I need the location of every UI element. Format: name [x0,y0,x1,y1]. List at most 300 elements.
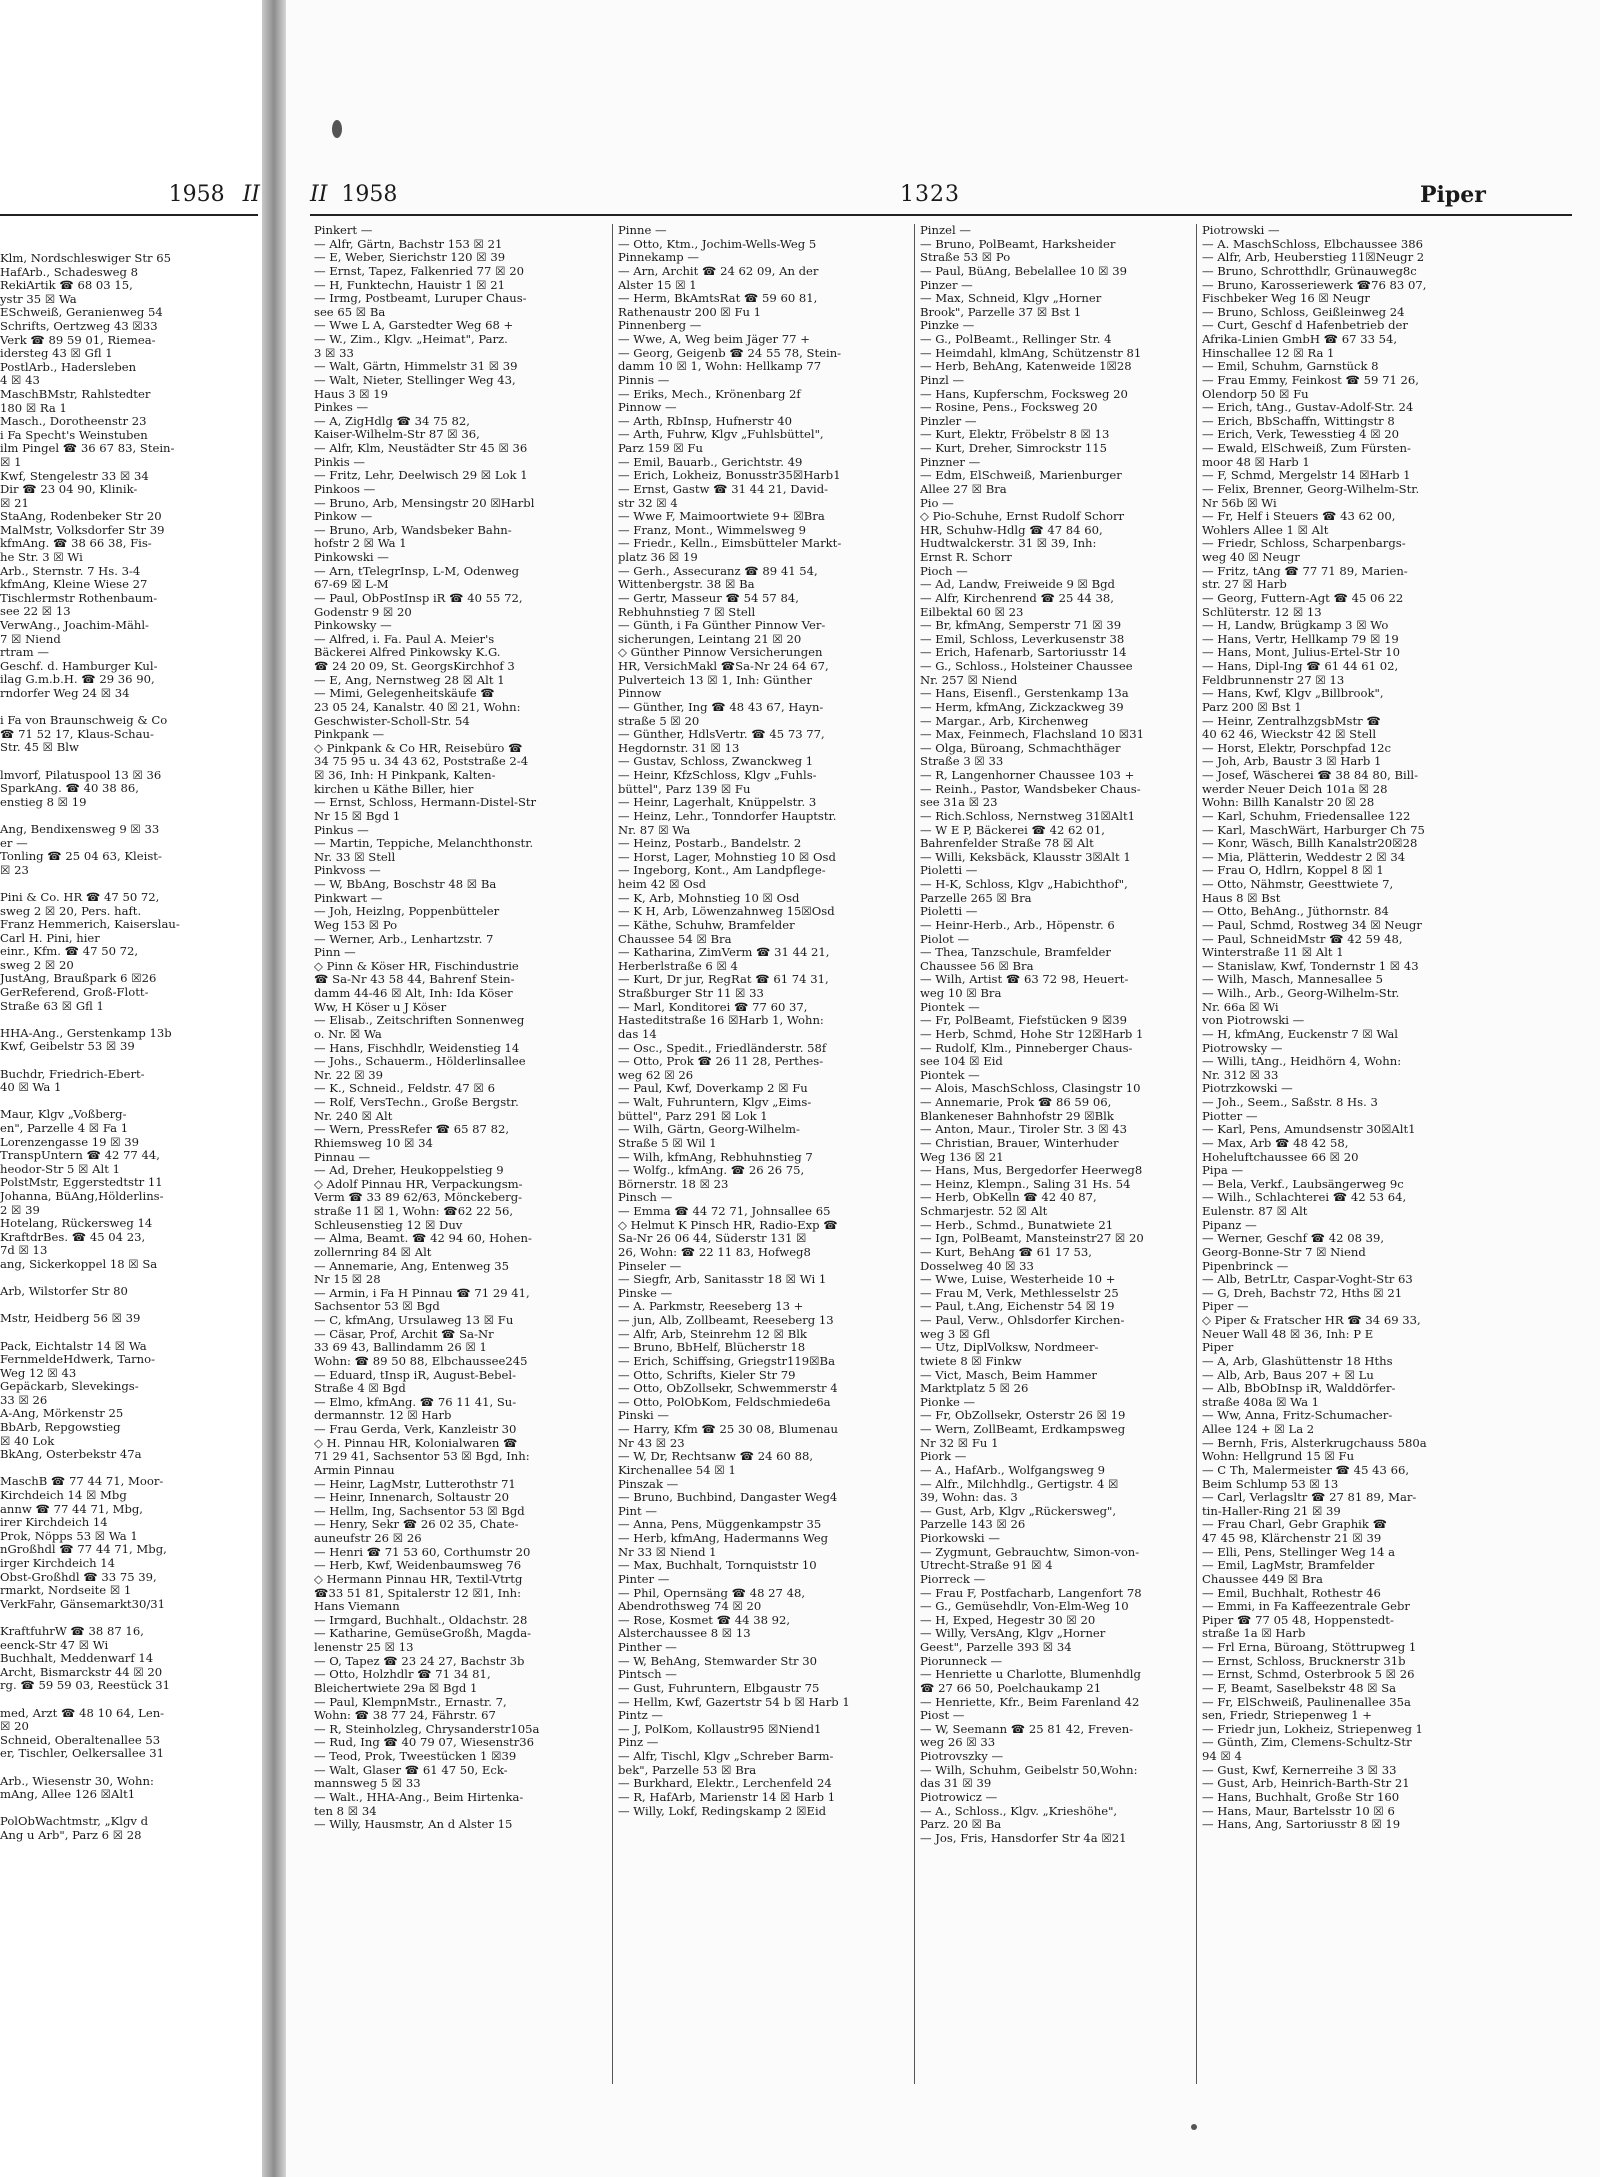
directory-entry: HafArb., Schadesweg 8 [0,264,139,279]
directory-entry: o. Nr. ☒ Wa [314,1027,382,1041]
directory-entry: — K, Arb, Mohnstieg 10 ☒ Osd [618,891,800,905]
directory-entry: Blankeneser Bahnhofstr 29 ☒Blk [920,1109,1114,1123]
directory-entry: 7 ☒ Niend [0,631,61,646]
directory-entry: 39, Wohn: das. 3 [920,1491,1018,1505]
directory-entry: Verm ☎ 33 89 62/63, Mönckeberg- [314,1191,523,1205]
directory-entry: Straße 4 ☒ Bgd [314,1382,406,1396]
directory-entry: — Walt, Glaser ☎ 61 47 50, Eck- [314,1763,508,1777]
directory-entry: — Siegfr, Arb, Sanitasstr 18 ☒ Wi 1 [618,1273,827,1287]
directory-entry: — Ad, Dreher, Heukoppelstieg 9 [314,1164,504,1178]
directory-entry: — Paul, t.Ang, Eichenstr 54 ☒ 19 [920,1300,1115,1314]
directory-entry: 23 05 24, Kanalstr. 40 ☒ 21, Wohn: [314,700,521,714]
directory-entry: — Rosine, Pens., Focksweg 20 [920,401,1098,415]
directory-entry: — Bruno, PolBeamt, Harksheider [920,237,1116,251]
directory-entry: — Käthe, Schuhw, Bramfelder [618,918,795,932]
directory-entry: Rhiemsweg 10 ☒ 34 [314,1136,433,1150]
directory-entry: Beim Schlump 53 ☒ 13 [1202,1477,1339,1491]
right-header-year-line [310,182,397,207]
directory-entry: — Herb, BehAng, Katenweide 1☒28 [920,360,1132,374]
directory-entry: annw ☎ 77 44 71, Mbg, [0,1501,143,1516]
directory-entry: Parz 200 ☒ Bst 1 [1202,700,1302,714]
directory-entry: — Alb, BbObInsp iR, Walddörfer- [1202,1382,1396,1396]
directory-entry: — Alfr, Gärtn, Bachstr 153 ☒ 21 [314,237,503,251]
directory-entry: — Alb, Arb, Baus 207 + ☒ Lu [1202,1368,1374,1382]
directory-entry: — Heinz, Lehr., Tonndorfer Hauptstr. [618,809,837,823]
directory-entry: Pinkpank — [314,728,385,742]
directory-entry: — Ernst, Schloss, Brucknerstr 31b [1202,1654,1406,1668]
directory-entry: — Osc., Spedit., Friedländerstr. 58f [618,1041,827,1055]
directory-entry: büttel", Parz 291 ☒ Lok 1 [618,1109,768,1123]
directory-entry: — Elli, Pens, Stellinger Weg 14 a [1202,1545,1396,1559]
directory-entry: Pipanz — [1202,1218,1257,1232]
directory-entry: — Fritz, Lehr, Deelwisch 29 ☒ Lok 1 [314,469,528,483]
directory-entry: Eulenstr. 87 ☒ Alt [1202,1205,1308,1218]
directory-entry: — Paul, KlempnMstr., Ernastr. 7, [314,1695,507,1709]
directory-entry: — Alma, Beamt. ☎ 42 94 60, Hohen- [314,1232,532,1246]
directory-entry: Wohlers Allee 1 ☒ Alt [1202,523,1329,537]
directory-entry: Nr. 312 ☒ 33 [1202,1068,1279,1082]
directory-entry: 47 45 98, Klärchenstr 21 ☒ 39 [1202,1532,1382,1545]
directory-entry: Nr 15 ☒ 28 [314,1273,381,1287]
directory-entry: Pinkes — [314,401,369,415]
directory-entry: tin-Haller-Ring 21 ☒ 39 [1202,1504,1341,1518]
directory-entry: weg 40 ☒ Neugr [1202,551,1300,564]
directory-entry: — Rudolf, Klm., Pinneberger Chaus- [920,1041,1133,1055]
directory-entry: mAng, Allee 126 ☒Alt1 [0,1787,136,1802]
directory-entry: BkAng, Osterbekstr 47a [0,1447,142,1462]
directory-entry: sweg 2 ☒ 20 [0,957,74,972]
directory-entry: TranspUntern ☎ 42 77 44, [0,1148,160,1163]
directory-entry: — Erich, Verk, Tewesstieg 4 ☒ 20 [1202,428,1400,442]
left-entries-column [0,252,262,2092]
directory-entry: Bahrenfelder Straße 78 ☒ Alt [920,837,1094,851]
directory-entry: Nr. 33 ☒ Stell [314,850,396,864]
directory-entry: Nr 15 ☒ Bgd 1 [314,809,401,823]
directory-entry: Pio — [920,496,954,510]
directory-entry: — Erich, Lokheiz, Bonusstr35☒Harb1 [618,469,841,483]
directory-entry: — Gertr, Masseur ☎ 54 57 84, [618,591,799,605]
directory-entry: — Arn, Archit ☎ 24 62 09, An der [618,264,819,278]
directory-entry: — Otto, Holzhdlr ☎ 71 34 81, [314,1668,491,1682]
directory-entry: ☒ 40 Lok [0,1433,55,1448]
directory-entry: — Friedr., Kelln., Eimsbütteler Markt- [618,537,842,551]
directory-entry: Wohn: ☎ 38 77 24, Fährstr. 67 [314,1709,496,1723]
directory-entry: — Wilh, Artist ☎ 63 72 98, Heuert- [920,973,1129,987]
directory-entry: Sachsentor 53 ☒ Bgd [314,1300,440,1314]
directory-entry: Verk ☎ 89 59 01, Riemea- [0,332,156,347]
directory-entry: — Jos, Fris, Hansdorfer Str 4a ☒21 [920,1831,1127,1845]
directory-entry: — Phil, Opernsäng ☎ 48 27 48, [618,1586,806,1600]
directory-entry: 34 75 95 u. 34 43 62, Poststraße 2-4 [314,755,529,769]
directory-entry: — Wolfg., kfmAng. ☎ 26 26 75, [618,1164,805,1178]
directory-entry: — K., Schneid., Feldstr. 47 ☒ 6 [314,1082,495,1096]
directory-entry: 180 ☒ Ra 1 [0,400,67,415]
directory-entry: Geschwister-Scholl-Str. 54 [314,714,470,728]
directory-entry: Pinzl — [920,373,965,387]
directory-entry: str. 27 ☒ Harb [1202,578,1287,592]
directory-entry: enstieg 8 ☒ 19 [0,794,87,809]
directory-entry: — Karl, MaschWärt, Harburger Ch 75 [1202,823,1425,837]
directory-entry: Pinkvoss — [314,864,381,878]
directory-entry [0,1611,262,1625]
directory-entry: — Herm, kfmAng, Zickzackweg 39 [920,700,1124,714]
directory-entry: Pinszak — [618,1477,679,1491]
directory-entry: — Rose, Kosmet ☎ 44 38 92, [618,1613,791,1627]
directory-entry: Pinter — [618,1572,670,1586]
directory-entry: — Felix, Brenner, Georg-Wilhelm-Str. [1202,482,1420,496]
directory-entry [0,877,262,891]
directory-entry: — Reinh., Pastor, Wandsbeker Chaus- [920,782,1141,796]
directory-entry: Winterstraße 11 ☒ Alt 1 [1202,946,1344,960]
print-blemish [332,120,342,138]
directory-entry: 71 29 41, Sachsentor 53 ☒ Bgd, Inh: [314,1450,530,1464]
directory-entry [0,1095,262,1109]
directory-entry: — Annemarie, Ang, Entenweg 35 [314,1259,510,1273]
directory-entry: — Heinr, LagMstr, Lutterothstr 71 [314,1477,516,1491]
directory-entry: Schneid, Oberaltenallee 53 [0,1732,161,1747]
directory-entry: ◇ Pinkpank & Co HR, Reisebüro ☎ [314,741,523,755]
directory-entry: rtram — [0,645,49,660]
directory-entry: — K H, Arb, Löwenzahnweg 15☒Osd [618,905,835,919]
directory-entry: Pinzler — [920,414,977,428]
directory-entry: ◇ Adolf Pinnau HR, Verpackungsm- [314,1177,523,1191]
directory-entry: Pinnow [618,687,662,701]
directory-entry: heim 42 ☒ Osd [618,878,707,891]
directory-entry: Tonling ☎ 25 04 63, Kleist- [0,849,162,864]
directory-entry: — Günther, Ing ☎ 48 43 67, Hayn- [618,700,824,714]
directory-entry: Pinz — [618,1736,659,1750]
directory-entry: BbArb, Repgowstieg [0,1420,121,1435]
directory-entry: Kirchenallee 54 ☒ 1 [618,1463,736,1477]
directory-entry: Parzelle 143 ☒ 26 [920,1518,1026,1532]
directory-entry: Piork — [920,1450,967,1464]
directory-entry: Herberlstraße 6 ☒ 4 [618,959,738,973]
directory-entry: Buchhalt, Meddenwarf 14 [0,1651,154,1666]
directory-entry: — Bruno, Buchbind, Dangaster Weg4 [618,1491,838,1505]
directory-entry: Klm, Nordschleswiger Str 65 [0,252,171,265]
directory-entry [0,1326,262,1340]
right-header-rule [310,214,1572,216]
directory-entry: Ww, H Köser u J Köser [314,1000,447,1014]
directory-entry: — W E P, Bäckerei ☎ 42 62 01, [920,823,1105,837]
directory-entry: Haus 8 ☒ Bst [1202,891,1281,905]
directory-entry: — Frau F, Postfacharb, Langenfort 78 [920,1586,1142,1600]
directory-entry: — Vict, Masch, Beim Hammer [920,1368,1097,1382]
directory-entry: — Wwe, Luise, Westerheide 10 + [920,1273,1116,1287]
directory-entry: Wohn: Billh Kanalstr 20 ☒ 28 [1202,796,1375,810]
directory-entry: — G., Gemüsehdlr, Von-Elm-Weg 10 [920,1600,1129,1614]
directory-entry: — Anna, Pens, Müggenkampstr 35 [618,1518,822,1532]
directory-entry: Brook", Parzelle 37 ☒ Bst 1 [920,305,1082,319]
directory-entry: Hudtwalckerstr. 31 ☒ 39, Inh: [920,537,1097,551]
directory-entry: — Cäsar, Prof, Archit ☎ Sa-Nr [314,1327,494,1341]
directory-entry: — Bela, Verkf., Laubsängerweg 9c [1202,1177,1404,1191]
directory-entry: — Annemarie, Prok ☎ 86 59 06, [920,1096,1112,1109]
directory-entry: Chaussee 56 ☒ Bra [920,959,1034,973]
directory-entry: Pionke — [920,1395,976,1409]
directory-entry: — Paul, Schmd, Rostweg 34 ☒ Neugr [1202,918,1422,932]
directory-entry: ☎33 51 81, Spitalerstr 12 ☒1, Inh: [314,1586,522,1600]
directory-entry: — Ww, Anna, Fritz-Schumacher- [1202,1409,1393,1423]
directory-entry: Allee 124 + ☒ La 2 [1202,1423,1315,1436]
directory-entry: — Ign, PolBeamt, Mansteinstr27 ☒ 20 [920,1232,1144,1246]
directory-entry: das 14 [618,1027,657,1041]
directory-entry: 67-69 ☒ L-M [314,578,389,592]
directory-entry: — W, BehAng, Stemwarder Str 30 [618,1654,817,1668]
directory-entry: — Kurt, Dreher, Simrockstr 115 [920,442,1108,455]
directory-entry: mannsweg 5 ☒ 33 [314,1777,421,1791]
directory-entry: en", Parzelle 4 ☒ Fa 1 [0,1121,129,1135]
directory-entry: — Alfr, Arb, Steinrehm 12 ☒ Blk [618,1327,807,1341]
directory-entry: Piorreck — [920,1572,986,1586]
directory-entry: — Willy, Lokf, Redingskamp 2 ☒Eid [618,1804,827,1818]
directory-entry: — Heinz, Klempn., Saling 31 Hs. 54 [920,1177,1131,1191]
directory-entry: ☒ 20 [0,1719,29,1734]
directory-column-1 [314,224,608,2094]
directory-entry: lmvorf, Pilatuspool 13 ☒ 36 [0,767,162,782]
directory-entry: Lorenzengasse 19 ☒ 39 [0,1134,140,1149]
directory-entry: Mstr, Heidberg 56 ☒ 39 [0,1311,141,1326]
directory-entry: Hinschallee 12 ☒ Ra 1 [1202,346,1335,360]
directory-entry: — Willy, VersAng, Klgv „Horner [920,1627,1106,1641]
directory-entry: ◇ Piper & Fratscher HR ☎ 34 69 33, [1202,1314,1421,1327]
directory-entry: Pipenbrinck — [1202,1259,1289,1273]
directory-entry: Straße 53 ☒ Po [920,251,1011,265]
directory-entry [0,1054,262,1068]
directory-entry: — Br, kfmAng, Semperstr 71 ☒ 39 [920,619,1122,633]
directory-entry: Fischbeker Weg 16 ☒ Neugr [1202,292,1370,306]
directory-entry: ystr 35 ☒ Wa [0,291,77,306]
directory-entry: straße 408a ☒ Wa 1 [1202,1395,1320,1409]
directory-entry: — Elisab., Zeitschriften Sonnenweg [314,1014,525,1028]
directory-entry: ☎ 71 52 17, Klaus-Schau- [0,726,154,741]
directory-entry: Piontek — [920,1000,980,1014]
directory-entry: — Paul, SchneidMstr ☎ 42 59 48, [1202,932,1403,946]
directory-entry: — Hans, Buchhalt, Große Str 160 [1202,1790,1400,1804]
left-header-volume: II [242,182,260,207]
directory-entry: Piotrovszky — [920,1750,1004,1763]
directory-entry: Haus 3 ☒ 19 [314,387,389,401]
directory-entry: — Fr, ObZollsekr, Osterstr 26 ☒ 19 [920,1409,1126,1423]
directory-entry: — Wwe F, Maimoortwiete 9+ ☒Bra [618,510,825,524]
directory-entry: — Max, Arb ☎ 48 42 58, [1202,1136,1349,1150]
directory-entry: — Josef, Wäscherei ☎ 38 84 80, Bill- [1202,769,1419,782]
directory-entry: — Frau Gerda, Verk, Kanzleistr 30 [314,1423,517,1436]
directory-entry: ◇ Helmut K Pinsch HR, Radio-Exp ☎ [618,1218,838,1232]
directory-entry: — Walt, Nieter, Stellinger Weg 43, [314,373,516,387]
directory-entry: ☎ 27 66 50, Poelchaukamp 21 [920,1681,1102,1695]
directory-entry: — Wilh, Masch, Mannesallee 5 [1202,973,1383,987]
directory-entry: Tischlermstr Rothenbaum- [0,590,158,605]
directory-entry: — Fr, Helf i Steuers ☎ 43 62 00, [1202,510,1396,524]
directory-entry: — Konr, Wäsch, Billh Kanalstr20☒28 [1202,837,1418,851]
directory-entry: — Gust, Arb, Klgv „Rückersweg", [920,1504,1117,1518]
directory-entry: Piolot — [920,932,970,946]
directory-entry: — W., Zim., Klgv. „Heimat", Parz. [314,333,508,346]
directory-entry: Archt, Bismarckstr 44 ☒ 20 [0,1664,163,1679]
directory-entry: — Heinz, Postarb., Bandelstr. 2 [618,837,802,851]
directory-entry: — Zygmunt, Gebrauchtw, Simon-von- [920,1545,1140,1559]
directory-entry: Pinseler — [618,1259,682,1273]
directory-entry: Pinzke — [920,319,975,333]
directory-entry: rg. ☎ 59 59 03, Reestück 31 [0,1678,170,1693]
directory-entry: — F, Schmd, Mergelstr 14 ☒Harb 1 [1202,469,1411,483]
directory-entry: SparkAng. ☎ 40 38 86, [0,781,139,796]
directory-entry: weg 62 ☒ 26 [618,1068,694,1082]
directory-entry: — Heinr, KfzSchloss, Klgv „Fuhls- [618,769,817,782]
directory-entry: — Otto, PolObKom, Feldschmiede6a [618,1395,831,1409]
directory-entry: — Ewald, ElSchweiß, Zum Fürsten- [1202,442,1411,455]
directory-entry: — Ernst, Schmd, Osterbrook 5 ☒ 26 [1202,1668,1415,1682]
directory-entry: — Walt, Fuhruntern, Klgv „Eims- [618,1096,812,1109]
directory-entry: — H, Landw, Brügkamp 3 ☒ Wo [1202,619,1389,633]
directory-entry: — Hans, Kwf, Klgv „Billbrook", [1202,687,1384,701]
directory-entry: Weg 12 ☒ 43 [0,1365,77,1380]
directory-entry: — Max, Buchhalt, Tornquiststr 10 [618,1559,817,1573]
directory-entry: — Walt, Gärtn, Himmelstr 31 ☒ 39 [314,360,518,374]
directory-entry: — Günth, Zim, Clemens-Schultz-Str [1202,1736,1412,1750]
directory-entry: — Otto, BehAng., Jüthornstr. 84 [1202,905,1389,919]
directory-entry: — Bruno, BbHelf, Blücherstr 18 [618,1341,806,1355]
directory-entry: — Heinr, Innenarch, Soltaustr 20 [314,1491,509,1505]
directory-entry: — A. Parkmstr, Reeseberg 13 + [618,1300,804,1314]
directory-entry: Pinski — [618,1409,669,1423]
directory-entry: — R, HafArb, Marienstr 14 ☒ Harb 1 [618,1790,836,1804]
directory-entry: Piotrowski — [1202,224,1280,237]
directory-entry: Pinkus — [314,823,369,837]
directory-entry: — Katharina, ZimVerm ☎ 31 44 21, [618,946,830,960]
directory-entry [0,809,262,823]
directory-entry: — Frl Erna, Büroang, Stöttrupweg 1 [1202,1641,1417,1654]
directory-entry: Geschf. d. Hamburger Kul- [0,658,158,673]
directory-entry: ☎ 24 20 09, St. GeorgsKirchhof 3 [314,660,515,673]
directory-entry: Piotrzkowski — [1202,1082,1293,1096]
directory-entry: — H, Funktechn, Hauistr 1 ☒ 21 [314,278,506,292]
directory-entry: Pinnekamp — [618,251,699,265]
directory-entry: er — [0,835,28,850]
directory-entry: — Erich, Schiffsing, Griegstr119☒Ba [618,1354,835,1368]
directory-entry: — Wilh, Gärtn, Georg-Wilhelm- [618,1123,800,1137]
left-page-header [60,182,260,207]
directory-entry: — Joh, Arb, Baustr 3 ☒ Harb 1 [1202,755,1382,769]
directory-entry: — Werner, Geschf ☎ 42 08 39, [1202,1232,1385,1246]
directory-entry [0,1802,262,1816]
print-blemish [1191,2124,1197,2130]
directory-entry: — J, PolKom, Kollaustr95 ☒Niend1 [618,1722,822,1736]
directory-entry: Alsterchaussee 8 ☒ 13 [618,1627,751,1641]
directory-entry: Rebhuhnstieg 7 ☒ Stell [618,605,756,619]
directory-entry: ◇ Pio-Schuhe, Ernst Rudolf Schorr [920,510,1125,524]
directory-entry: — Alfr, Kirchenrend ☎ 25 44 38, [920,591,1114,605]
directory-entry: — Herb, ObKelln ☎ 42 40 87, [920,1191,1097,1205]
directory-entry: Piper ☎ 77 05 48, Hoppenstedt- [1202,1613,1394,1627]
directory-entry: Pint — [618,1504,657,1518]
directory-entry: Pinzner — [920,455,981,469]
directory-entry: Buchdr, Friedrich-Ebert- [0,1066,145,1081]
directory-entry: — C Th, Malermeister ☎ 45 43 66, [1202,1463,1410,1477]
directory-entry: — Hellm, Ing, Sachsentor 53 ☒ Bgd [314,1504,525,1518]
directory-entry: bek", Parzelle 53 ☒ Bra [618,1763,757,1777]
directory-entry: Straße 5 ☒ Wil 1 [618,1136,717,1150]
directory-entry: — Fritz, tAng ☎ 77 71 89, Marien- [1202,564,1408,578]
directory-entry: — Wern, PressRefer ☎ 65 87 82, [314,1123,510,1137]
directory-entry: — Friedr jun, Lokheiz, Striepenweg 1 [1202,1722,1423,1736]
directory-entry: HHA-Ang., Gerstenkamp 13b [0,1025,172,1040]
directory-entry: Afrika-Linien GmbH ☎ 67 33 54, [1202,333,1398,346]
directory-entry: Sa-Nr 26 06 44, Süderstr 131 ☒ [618,1232,807,1246]
directory-entry: 94 ☒ 4 [1202,1750,1242,1763]
directory-entry: — Otto, Ktm., Jochim-Wells-Weg 5 [618,237,817,251]
right-header-year: 1958 [341,182,398,207]
directory-entry: — E, Weber, Sierichstr 120 ☒ 39 [314,251,506,265]
directory-entry [0,1761,262,1775]
directory-entry [0,1272,262,1286]
directory-entry: — Hans, Maur, Bartelsstr 10 ☒ 6 [1202,1804,1395,1818]
directory-entry: Straße 3 ☒ 33 [920,755,1004,769]
directory-entry: Carl H. Pini, hier [0,930,100,945]
directory-entry: — Joh., Seem., Saßstr. 8 Hs. 3 [1202,1096,1378,1109]
directory-entry: Pulverteich 13 ☒ 1, Inh: Günther [618,673,812,687]
column-divider-1 [612,224,613,2084]
directory-entry: Pioch — [920,564,968,578]
directory-entry [0,1693,262,1707]
directory-entry: — W, BbAng, Boschstr 48 ☒ Ba [314,878,497,891]
directory-entry: Kwf, Stengelestr 33 ☒ 34 [0,468,149,483]
directory-entry: — Georg, Geigenb ☎ 24 55 78, Stein- [618,346,842,360]
directory-entry: — Arn, tTelegrInsp, L-M, Odenweg [314,564,520,578]
directory-entry: Gepäckarb, Slevekings- [0,1379,139,1394]
directory-entry: — Hans, Mont, Julius-Ertel-Str 10 [1202,646,1401,660]
directory-entry: — Stanislaw, Kwf, Tondernstr 1 ☒ 43 [1202,959,1419,973]
directory-entry: — Irmg, Postbeamt, Luruper Chaus- [314,292,527,306]
directory-entry: — Otto, ObZollsekr, Schwemmerstr 4 [618,1382,838,1396]
directory-entry: — Bruno, Arb, Mensingstr 20 ☒Harbl [314,496,535,510]
directory-entry: er, Tischler, Oelkersallee 31 [0,1746,164,1761]
directory-entry [0,1013,262,1027]
directory-entry: Pinzer — [920,278,973,292]
directory-entry: ◇ H. Pinnau HR, Kolonialwaren ☎ [314,1436,518,1450]
directory-entry: str 32 ☒ 4 [618,496,678,510]
directory-entry: — H, Exped, Hegestr 30 ☒ 20 [920,1613,1096,1627]
directory-entry: — Gust, Arb, Heinrich-Barth-Str 21 [1202,1777,1410,1791]
directory-entry: Obst-Großhdl ☎ 33 75 39, [0,1569,157,1584]
directory-entry: — Wilh, kfmAng, Rebhuhnstieg 7 [618,1150,813,1164]
directory-entry: — Hans, Fischhdlr, Weidenstieg 14 [314,1041,520,1055]
directory-entry: heodor-Str 5 ☒ Alt 1 [0,1161,120,1176]
directory-entry [0,1299,262,1313]
directory-entry: Chaussee 54 ☒ Bra [618,932,732,946]
directory-entry: Neuer Wall 48 ☒ 36, Inh: P E [1202,1327,1374,1341]
directory-entry: sicherungen, Leintang 21 ☒ 20 [618,632,802,646]
directory-entry: — Karl, Pens, Amundsenstr 30☒Alt1 [1202,1123,1416,1137]
directory-entry: damm 44-46 ☒ Alt, Inh: Ida Köser [314,987,513,1000]
directory-entry: — Frau Emmy, Feinkost ☎ 59 71 26, [1202,373,1419,387]
directory-entry: 2 ☒ 39 [0,1202,40,1217]
right-page-header [310,182,1510,212]
directory-entry: KraftfuhrW ☎ 38 87 16, [0,1623,144,1638]
directory-entry: — Arth, RbInsp, Hufnerstr 40 [618,414,792,428]
directory-entry: Arb., Wiesenstr 30, Wohn: [0,1773,154,1788]
directory-entry: i Fa von Braunschweig & Co [0,713,168,728]
directory-entry: — Karl, Schuhm, Friedensallee 122 [1202,809,1411,823]
directory-entry: Pinkwart — [314,891,383,905]
directory-entry: — Bruno, Schloss, Geißleinweg 24 [1202,305,1405,319]
directory-entry: — Frau O, Hdlrn, Koppel 8 ☒ 1 [1202,864,1384,878]
directory-entry: — Hellm, Kwf, Gazertstr 54 b ☒ Harb 1 [618,1695,850,1709]
right-header-volume: II [310,182,328,207]
directory-entry: damm 10 ☒ 1, Wohn: Hellkamp 77 [618,360,822,374]
directory-entry: — Gerh., Assecuranz ☎ 89 41 54, [618,564,818,578]
